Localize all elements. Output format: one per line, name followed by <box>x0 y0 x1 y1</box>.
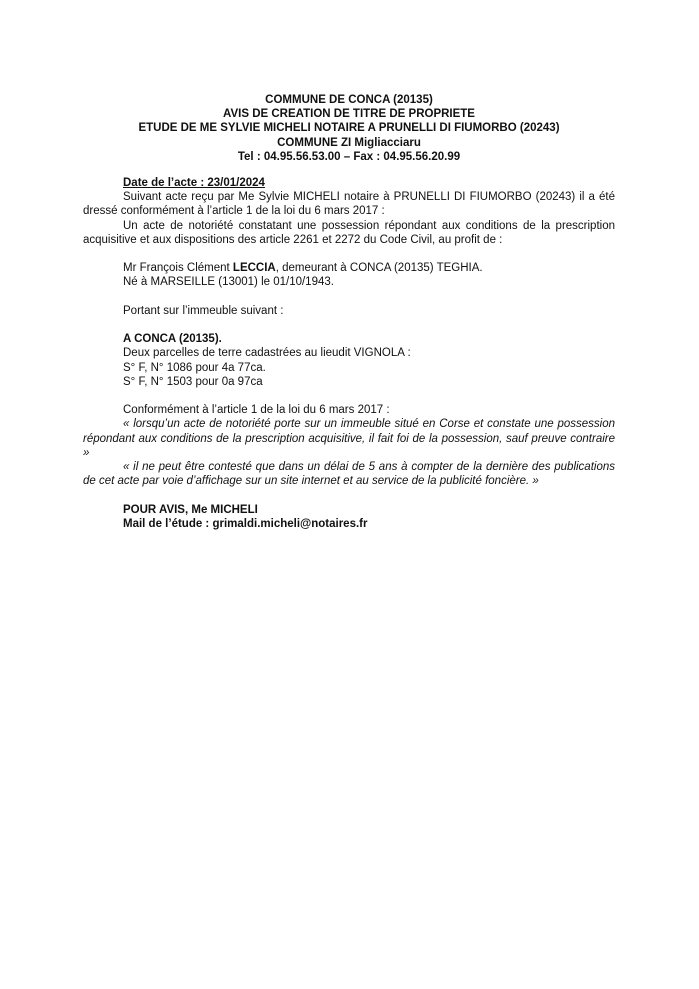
header-title: AVIS DE CREATION DE TITRE DE PROPRIETE <box>223 108 475 121</box>
header-etude: ETUDE DE ME SYLVIE MICHELI NOTAIRE A PRUNELLI DI FIUMORBO (20243) <box>138 122 560 135</box>
document-page <box>83 93 615 531</box>
property-description: Deux parcelles de terre cadastrées au lieudit VIGNOLA : <box>123 347 411 360</box>
beneficiary-birth: Né à MARSEILLE (13001) le 01/10/1943. <box>123 276 334 289</box>
law-intro: Conformément à l’article 1 de la loi du 6 mars 2017 : <box>123 404 390 417</box>
parcel-item: S° F, N° 1503 pour 0a 97ca <box>123 375 263 388</box>
act-paragraph-2: Un acte de notoriété constatant une possession répondant aux conditions de la prescription acquisitive et aux dispositions des article 2261 et 2272 du Code Civil, au profit de : <box>83 219 615 246</box>
act-date: Date de l’acte : 23/01/2024 <box>123 177 265 190</box>
property-intro: Portant sur l’immeuble suivant : <box>123 304 284 317</box>
header-contact: Tel : 04.95.56.53.00 – Fax : 04.95.56.20.99 <box>237 150 461 163</box>
beneficiary-line <box>123 261 615 275</box>
mail-address[interactable]: grimaldi.micheli@notaires.fr <box>212 517 368 530</box>
mail-label: Mail de l’étude : <box>123 517 213 530</box>
act-paragraph-1: Suivant acte reçu par Me Sylvie MICHELI notaire à PRUNELLI DI FIUMORBO (20243) il a été dressé conformément à l’article 1 de la loi du 6 mars 2017 : <box>83 191 615 218</box>
law-quote-1: « lorsqu’un acte de notoriété porte sur un immeuble situé en Corse et constate une possession répondant aux conditions de la prescription acquisitive, il fait foi de la possession, sauf preuve contraire » <box>83 418 615 459</box>
document-header <box>83 93 615 164</box>
law-quote-2: « il ne peut être contesté que dans un délai de 5 ans à compter de la dernière des publications de cet acte par voie d’affichage sur un site internet et au service de la publicité foncière. » <box>83 461 615 488</box>
signature: POUR AVIS, Me MICHELI <box>123 503 258 516</box>
header-commune: COMMUNE DE CONCA (20135) <box>265 94 433 106</box>
footer-block <box>83 503 615 531</box>
parcel-item: S° F, N° 1086 pour 4a 77ca. <box>123 361 266 374</box>
header-address: COMMUNE ZI Migliacciaru <box>277 136 421 149</box>
beneficiary-prefix: Mr François Clément <box>123 262 233 275</box>
property-location: A CONCA (20135). <box>123 333 222 346</box>
mail-line <box>123 517 615 531</box>
beneficiary-address: , demeurant à CONCA (20135) TEGHIA. <box>275 262 483 275</box>
beneficiary-surname: LECCIA <box>232 262 276 275</box>
beneficiary-block <box>83 261 615 417</box>
